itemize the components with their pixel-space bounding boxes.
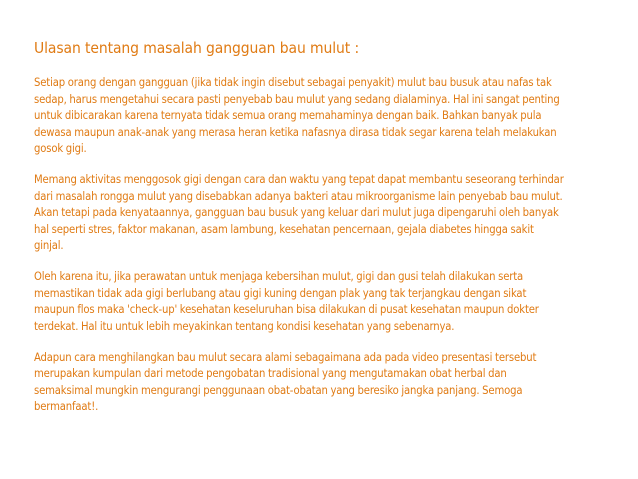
paragraph-line: Adapun cara menghilangkan bau mulut secara alami sebagaimana ada pada video presentasi tersebut (34, 350, 537, 364)
paragraph-line: Oleh karena itu, jika perawatan untuk menjaga kebersihan mulut, gigi dan gusi telah dilakukan serta (34, 270, 524, 283)
paragraph-line: untuk dibicarakan karena ternyata tidak semua orang memahaminya dengan baik. Bahkan banyak pula (34, 109, 542, 122)
paragraph-line: sedap, harus mengetahui secara pasti penyebab bau mulut yang sedang dialaminya. Hal ini sangat penting (34, 92, 560, 106)
paragraph-line: merupakan kumpulan dari metode pengobatan tradisional yang mengutamakan obat herbal dan (34, 367, 507, 380)
paragraph-line: Akan tetapi pada kenyataannya, gangguan bau busuk yang keluar dari mulut juga dipengaruhi oleh banyak (34, 206, 559, 219)
paragraph-line: ginjal. (34, 239, 64, 252)
paragraph-line: memastikan tidak ada gigi berlubang atau gigi kuning dengan plak yang tak terjangkau dengan sikat (34, 286, 527, 300)
paragraph-line: Memang aktivitas menggosok gigi dengan cara dan waktu yang tepat dapat membantu seseorang terhindar (34, 173, 564, 186)
slide-content (34, 38, 614, 430)
paragraph-line: Setiap orang dengan gangguan (jika tidak ingin disebut sebagai penyakit) mulut bau busuk atau nafas tak (34, 76, 552, 89)
paragraph-line: bermanfaat!. (34, 400, 99, 413)
paragraph-3 (34, 269, 614, 335)
paragraph-line: hal seperti stres, faktor makanan, asam lambung, kesehatan pencernaan, gejala diabetes hingga sakit (34, 222, 534, 236)
paragraph-2 (34, 172, 614, 255)
paragraph-line: dewasa maupun anak-anak yang merasa heran ketika nafasnya dirasa tidak segar karena telah melakukan (34, 125, 557, 139)
paragraph-1 (34, 75, 614, 158)
paragraph-line: semaksimal mungkin mengurangi penggunaan obat-obatan yang beresiko jangka panjang. Semoga (34, 383, 523, 397)
paragraph-line: gosok gigi. (34, 142, 87, 155)
paragraph-4 (34, 350, 614, 416)
paragraph-line: maupun flos maka 'check-up' kesehatan keseluruhan bisa dilakukan di pusat kesehatan maupun dokter (34, 303, 539, 316)
paragraph-line: dari masalah rongga mulut yang disebabkan adanya bakteri atau mikroorganisme lain penyebab bau mulut. (34, 189, 563, 203)
slide-title: Ulasan tentang masalah gangguan bau mulut : (34, 39, 360, 57)
paragraph-line: terdekat. Hal itu untuk lebih meyakinkan tentang kondisi kesehatan yang sebenarnya. (34, 319, 455, 333)
